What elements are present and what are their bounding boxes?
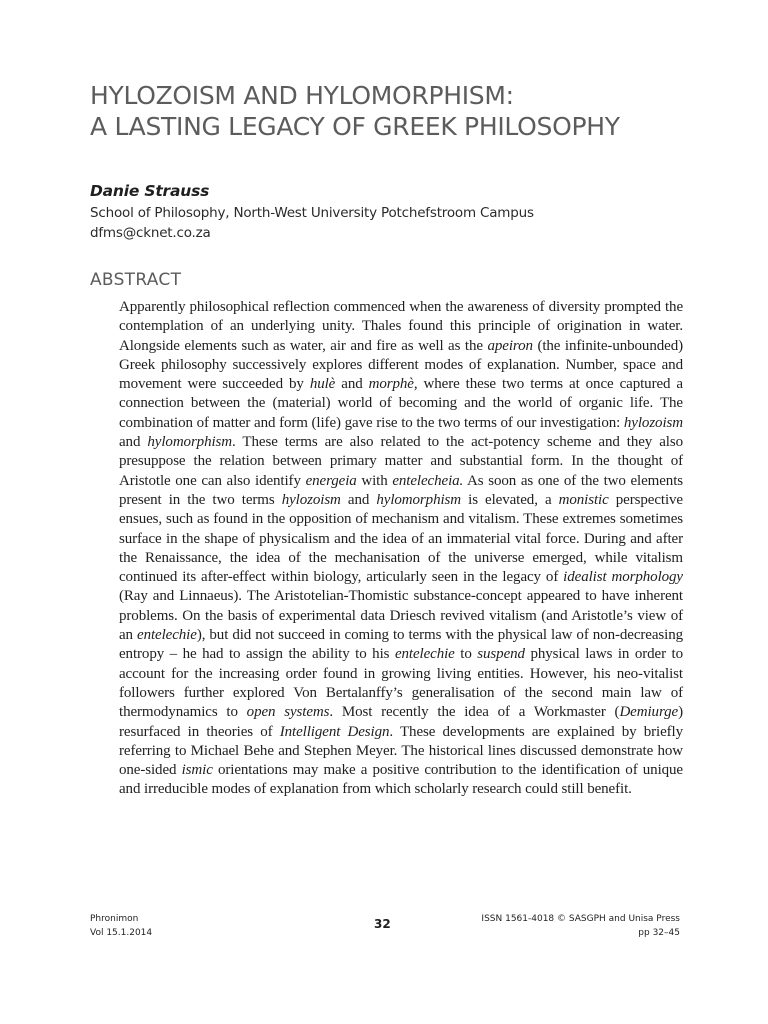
abstract-text: and: [119, 434, 148, 451]
abstract-text: perspective ensues, such as found in the opposition of mechanism and vitalism. These extremes sometimes surface in the shape of physicalism and the idea of an immaterial vital force. During and after the Renaissance, the idea of the mechanisation of the universe emerged, while vitalism continued its after-effect within biology, articularly seen in the legacy of: [119, 491, 683, 586]
abstract-text: with: [356, 472, 393, 489]
abstract-text: . These terms are also related to the act-potency scheme and they also presuppose the relation between primary matter and substantial form. In the thought of Aristotle one can also identify: [119, 434, 683, 489]
abstract-text: physical laws in order to account for the increasing order found in growing living entities. However, his neo-vitalist followers further explored Von Bertalanffy’s generalisation of the second main law of thermodynamics to: [119, 646, 684, 721]
abstract-italic-term: hulè: [309, 376, 336, 393]
abstract-italic-term: hylomorphism: [376, 491, 462, 508]
abstract-italic-term: idealist morphology: [563, 569, 683, 586]
page-range: pp 32–45: [638, 928, 680, 938]
issn-copyright: ISSN 1561-4018 © SASGPH and Unisa Press: [481, 914, 680, 924]
abstract-italic-term: morphè: [368, 376, 414, 393]
abstract-italic-term: hylozoism: [623, 414, 683, 431]
page-number: 32: [374, 917, 391, 931]
abstract-text: . Most recently the idea of a Workmaster (: [329, 704, 620, 721]
abstract-body: [119, 298, 683, 800]
abstract-italic-term: Intelligent Design: [279, 723, 390, 740]
footer-publication-info: [481, 912, 680, 940]
article-title: [90, 80, 730, 142]
abstract-italic-term: hylozoism: [281, 491, 341, 508]
journal-name: Phronimon: [90, 914, 139, 924]
abstract-text: , where these two terms at once captured a connection between the (material) world of becoming and the world of organic life. The combination of matter and form (life) gave rise to the two terms of our investigation:: [119, 376, 683, 431]
author-name: Danie Strauss: [90, 182, 210, 200]
abstract-text: ), but did not succeed in coming to terms with the physical law of non-decreasing entropy – he had to assign the ability to his: [119, 627, 683, 663]
abstract-italic-term: entelechie: [137, 627, 197, 644]
abstract-text: is elevated, a: [461, 491, 559, 508]
abstract-italic-term: entelechie: [394, 646, 455, 663]
abstract-italic-term: hylomorphism: [147, 434, 233, 451]
abstract-text: (Ray and Linnaeus). The Aristotelian-Thomistic substance-concept appeared to have inherent problems. On the basis of experimental data Driesch revived vitalism (and Aristotle’s view of an: [119, 588, 683, 644]
abstract-text: and: [335, 376, 369, 393]
journal-volume: Vol 15.1.2014: [90, 928, 153, 938]
footer-journal-info: [90, 912, 152, 940]
abstract-text: orientations may make a positive contribution to the identification of unique and irreducible modes of explanation from which scholarly research could still benefit.: [119, 762, 683, 798]
abstract-italic-term: suspend: [477, 646, 525, 663]
abstract-italic-term: energeia: [305, 472, 357, 489]
abstract-text: and: [340, 491, 377, 508]
abstract-text: ) resurfaced in theories of: [119, 704, 683, 740]
author-email[interactable]: dfms@cknet.co.za: [90, 225, 211, 241]
abstract-text: . These developments are explained by briefly referring to Michael Behe and Stephen Meyer. The historical lines discussed demonstrate how one-sided: [119, 723, 683, 779]
abstract-italic-term: monistic: [558, 491, 609, 508]
abstract-italic-term: Demiurge: [619, 704, 679, 721]
title-line-1: HYLOZOISM AND HYLOMORPHISM:: [90, 81, 514, 110]
abstract-italic-term: entelecheia.: [392, 472, 464, 489]
author-affiliation: School of Philosophy, North-West University Potchefstroom Campus: [90, 205, 534, 221]
abstract-italic-term: ismic: [181, 762, 213, 779]
abstract-text: Apparently philosophical reflection commenced when the awareness of diversity prompted the contemplation of an underlying unity. Thales found this principle of origination in water. Alongside elements such as water, air and fire as well as the: [119, 299, 683, 354]
title-line-2: A LASTING LEGACY OF GREEK PHILOSOPHY: [90, 112, 620, 141]
abstract-heading: ABSTRACT: [90, 270, 182, 290]
abstract-italic-term: open systems: [246, 704, 330, 721]
abstract-text: to: [454, 646, 478, 663]
abstract-italic-term: apeiron: [487, 337, 533, 354]
abstract-text: As soon as one of the two elements present in the two terms: [119, 472, 683, 508]
abstract-text: (the infinite-unbounded) Greek philosophy successively explores different modes of explanation. Number, space and movement were succeeded by: [119, 337, 683, 393]
